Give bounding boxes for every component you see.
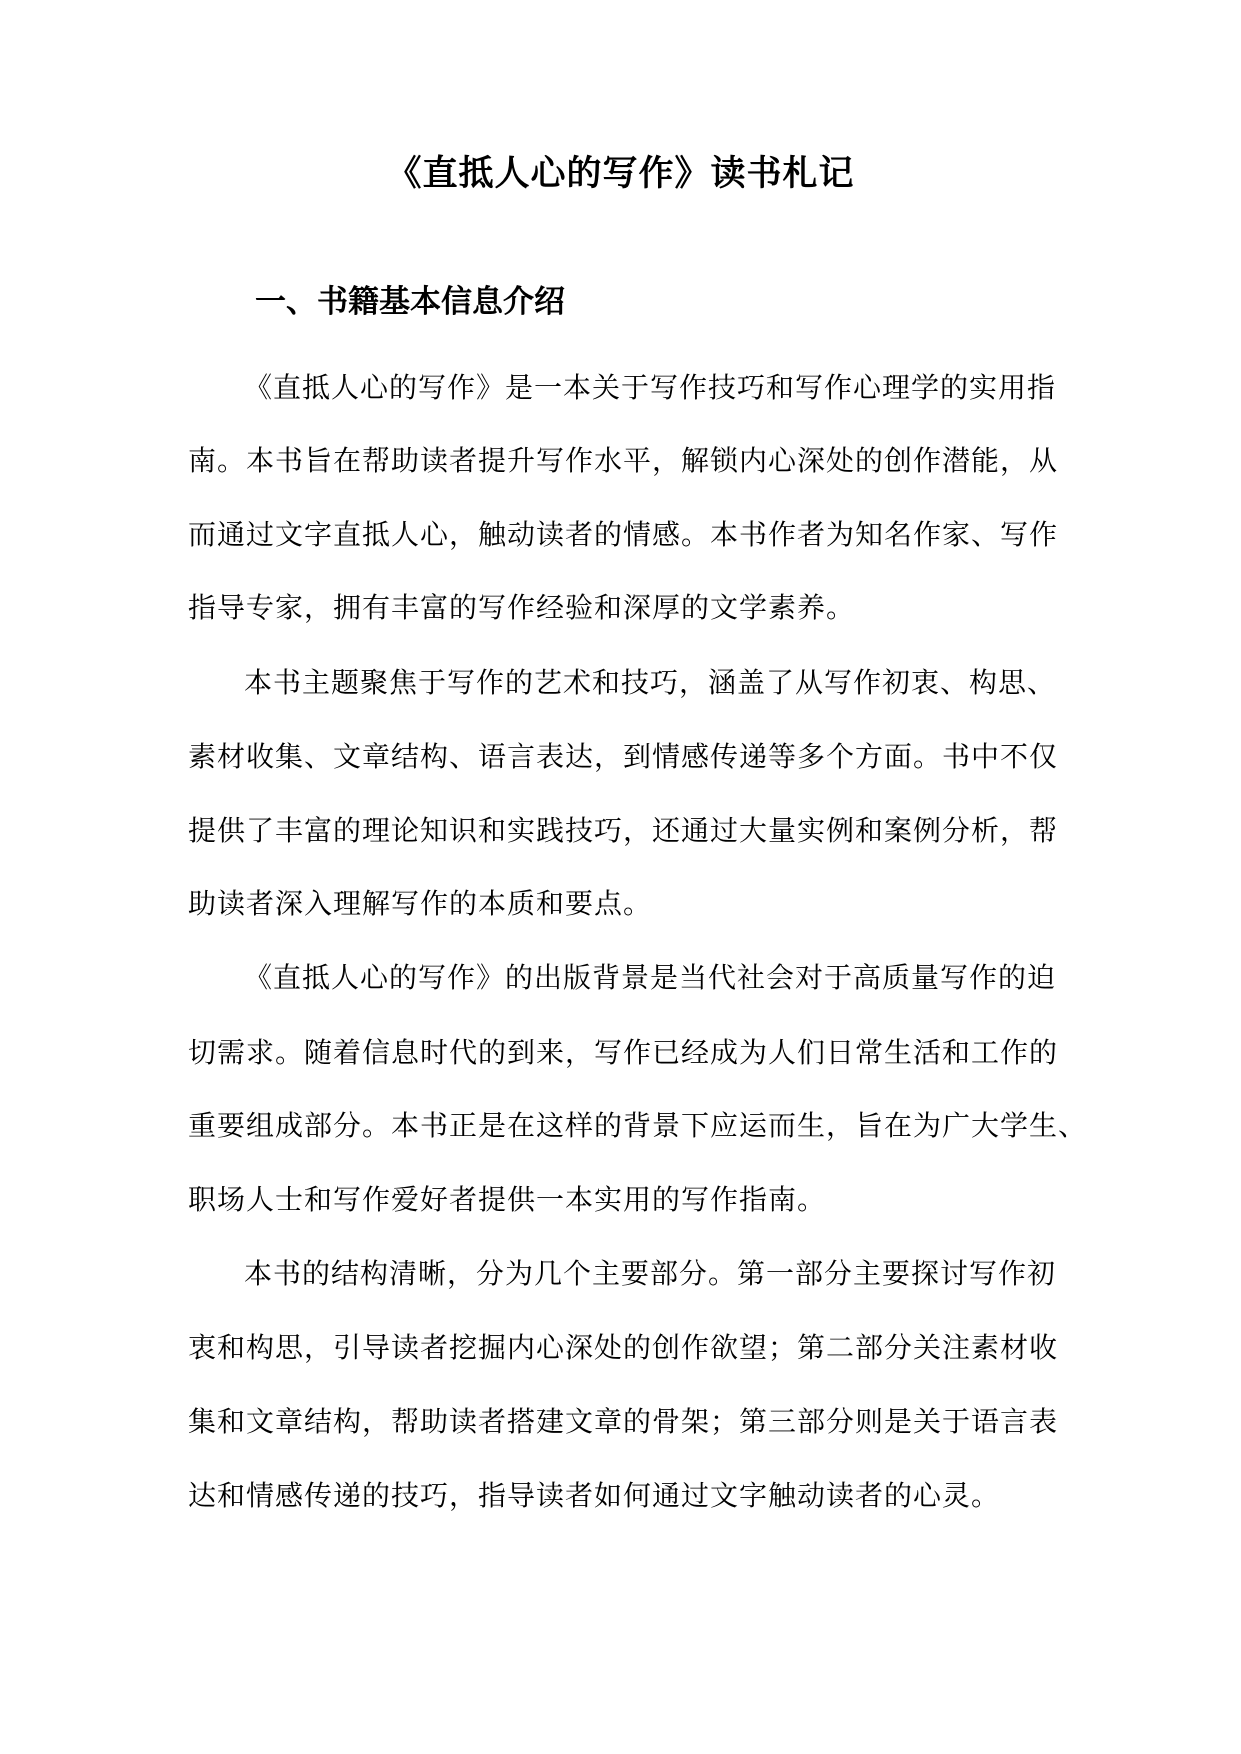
paragraph-3-line-3: 重要组成部分。本书正是在这样的背景下应运而生，旨在为广大学生、 xyxy=(188,1109,1088,1142)
paragraph-3-line-4: 职场人士和写作爱好者提供一本实用的写作指南。 xyxy=(188,1183,827,1216)
paragraph-2-line-2: 素材收集、文章结构、语言表达，到情感传递等多个方面。书中不仅 xyxy=(188,740,1059,773)
paragraph-2-line-1: 本书主题聚焦于写作的艺术和技巧，涵盖了从写作初衷、构思、 xyxy=(244,666,1057,699)
paragraph-4-line-4: 达和情感传递的技巧，指导读者如何通过文字触动读者的心灵。 xyxy=(188,1479,1001,1512)
paragraph-4-line-2: 衷和构思，引导读者挖掘内心深处的创作欲望；第二部分关注素材收 xyxy=(188,1331,1059,1364)
paragraph-3-line-2: 切需求。随着信息时代的到来，写作已经成为人们日常生活和工作的 xyxy=(188,1036,1059,1069)
paragraph-2-line-4: 助读者深入理解写作的本质和要点。 xyxy=(188,887,653,920)
paragraph-1-line-3: 而通过文字直抵人心，触动读者的情感。本书作者为知名作家、写作 xyxy=(188,518,1059,551)
section-heading: 一、书籍基本信息介绍 xyxy=(255,284,565,320)
document-title: 《直抵人心的写作》读书札记 xyxy=(386,153,855,194)
paragraph-4-line-1: 本书的结构清晰，分为几个主要部分。第一部分主要探讨写作初 xyxy=(244,1257,1057,1290)
paragraph-1-line-1: 《直抵人心的写作》是一本关于写作技巧和写作心理学的实用指 xyxy=(244,371,1057,404)
paragraph-1-line-4: 指导专家，拥有丰富的写作经验和深厚的文学素养。 xyxy=(188,591,856,624)
paragraph-2-line-3: 提供了丰富的理论知识和实践技巧，还通过大量实例和案例分析，帮 xyxy=(188,814,1059,847)
paragraph-3-line-1: 《直抵人心的写作》的出版背景是当代社会对于高质量写作的迫 xyxy=(244,961,1057,994)
paragraph-4-line-3: 集和文章结构，帮助读者搭建文章的骨架；第三部分则是关于语言表 xyxy=(188,1405,1059,1438)
paragraph-1-line-2: 南。本书旨在帮助读者提升写作水平，解锁内心深处的创作潜能，从 xyxy=(188,444,1059,477)
